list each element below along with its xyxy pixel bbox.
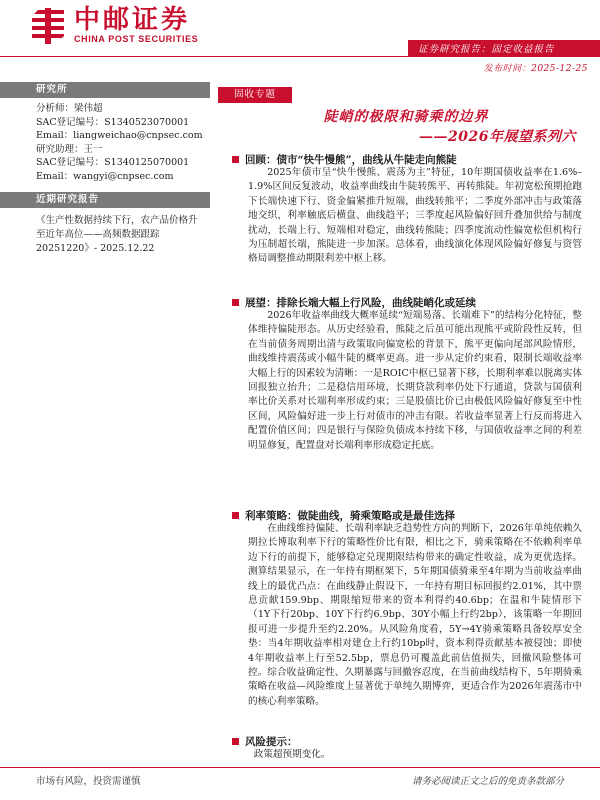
- research-section-header: 研究所: [0, 82, 210, 98]
- section-body-review: 2025年债市呈“快牛慢熊、震荡为主”特征，10年期国债收益率在1.6%–1.9%区间反复波动，收益率曲线由牛陡转熊平、再转熊陡。年初宽松预期抢跑下长端快速下行、资金偏紧推升短端，曲线转熊平；二季度外部冲击与政策落地交织，利率触底后横盘、曲线趋平；三季度起风险偏好回升叠加供给与制度扰动，长端上行、短端相对稳定，曲线转熊陡；四季度流动性偏宽松但机构行为压制超长端，熊陡进一步加深。总体看，曲线演化体现风险偏好修复与资管格局调整推动期限利差中枢上移。: [248, 167, 582, 265]
- logo-mark-icon: [28, 8, 68, 44]
- section-body-outlook: 2026年收益率曲线大概率延续“短端易落、长端难下”的结构分化特征，整体维持偏陡形态。从历史经验看，熊陡之后虽可能出现熊平或阶段性反转，但在当前债务周期出清与政策取向偏宽松的背景下，熊平更偏向尾部风险情形，曲线维持震荡或小幅牛陡的概率更高。进一步从定价约束看，限制长端收益率大幅上行的因素较为清晰：一是ROIC中枢已显著下移，长期利率难以脱离实体回报独立抬升；二是稳信用环境，长期贷款利率仍处下行通道，贷款与国债利率比价关系对长端利率形成约束；三是股债比价已由极低风险偏好修复至中性区间，风险偏好进一步上行对债市的冲击有限。若收益率显著上行反而将进入配置价值区间；四是银行与保险负债成本持续下移，与国债收益率之间的利差明显修复，配置盘对长端利率形成稳定托底。: [248, 310, 582, 451]
- topic-tag: 固收专题: [218, 87, 292, 103]
- company-logo: [28, 6, 198, 45]
- header-divider: [0, 56, 600, 57]
- analyst-email[interactable]: Email：liangweichao@cnpsec.com: [36, 130, 203, 142]
- section-bullet-icon: [232, 299, 239, 306]
- footer-risk-notice: 市场有风险，投资需谨慎: [36, 776, 141, 787]
- section-heading-text: 风险提示：: [245, 736, 298, 748]
- section-heading-outlook: [232, 295, 476, 310]
- footer-divider: [0, 767, 600, 768]
- publish-date: 发布时间：2025-12-25: [483, 64, 588, 74]
- section-heading-text: 回顾：债市“快牛慢熊”，曲线从牛陡走向熊陡: [245, 154, 457, 166]
- report-subtitle: ——2026年展望系列六: [419, 129, 576, 145]
- section-heading-text: 展望：排除长端大幅上行风险，曲线陡峭化或延续: [245, 297, 476, 309]
- assistant-name: 研究助理：王一: [36, 143, 103, 155]
- section-body-risk: 政策超预期变化。: [253, 749, 331, 760]
- assistant-sac-id: SAC登记编号：S1340125070001: [36, 157, 190, 169]
- section-bullet-icon: [232, 512, 239, 519]
- analyst-sac-id: SAC登记编号：S1340523070001: [36, 116, 190, 128]
- report-title: 陡峭的极限和骑乘的边界: [323, 109, 489, 125]
- analyst-info: [0, 98, 210, 184]
- section-heading-text: 利率策略：做陡曲线，骑乘策略或是最佳选择: [245, 510, 455, 522]
- footer-disclaimer: 请务必阅读正文之后的免责条款部分: [411, 776, 564, 787]
- logo-english-name: CHINA POST SECURITIES: [74, 34, 199, 44]
- logo-chinese-name: 中邮证券: [74, 5, 191, 35]
- sidebar: [0, 82, 210, 256]
- report-header: [0, 0, 600, 72]
- assistant-email[interactable]: Email：wangyi@cnpsec.com: [36, 170, 174, 182]
- section-heading-review: [232, 152, 457, 167]
- recent-report-item[interactable]: 《生产性数据持续下行，农产品价格升至近年高位——高频数据跟踪 20251220》- 2025.12.22: [36, 214, 198, 254]
- recent-reports-header: 近期研究报告: [0, 192, 210, 208]
- section-bullet-icon: [232, 156, 239, 163]
- report-type-bar: [408, 40, 600, 56]
- analyst-name: 分析师：梁伟超: [36, 103, 103, 114]
- section-bullet-icon: [232, 738, 239, 745]
- section-heading-strategy: [232, 508, 455, 523]
- report-type-label: 证券研究报告：固定收益报告: [418, 44, 555, 55]
- section-heading-risk: [232, 734, 298, 749]
- section-body-strategy: 在曲线维持偏陡、长端利率缺乏趋势性方向的判断下，2026年单纯依赖久期拉长博取利率下行的策略性价比有限，相比之下，骑乘策略在不依赖利率单边下行的前提下，能够稳定兑现期限结构带来的确定性收益，成为更优选择。测算结果显示，在一年持有期框架下，5年期国债骑乘至4年期为当前收益率曲线上的最优凸点：在曲线静止假设下，一年持有期目标回报约2.01%，其中票息贡献159.9bp、期限缩短带来的资本利得约40.6bp；在温和牛陡情形下（1Y下行20bp、10Y下行约6.9bp、30Y小幅上行约2bp），该策略一年期回报可进一步提升至约2.20%。从风险角度看，5Y→4Y骑乘策略具备较厚安全垫：当4年期收益率相对建仓上行约10bp时，资本利得贡献基本被侵蚀；即使4年期收益率上行至52.5bp，票息仍可覆盖此前估值损失，回撤风险整体可控。综合收益确定性、久期暴露与回撤容忍度，在当前曲线结构下，5年期骑乘策略在收益—风险维度上显著优于单纯久期博弈，更适合作为2026年震荡市中的核心利率策略。: [248, 523, 582, 707]
- main-content: [218, 82, 594, 145]
